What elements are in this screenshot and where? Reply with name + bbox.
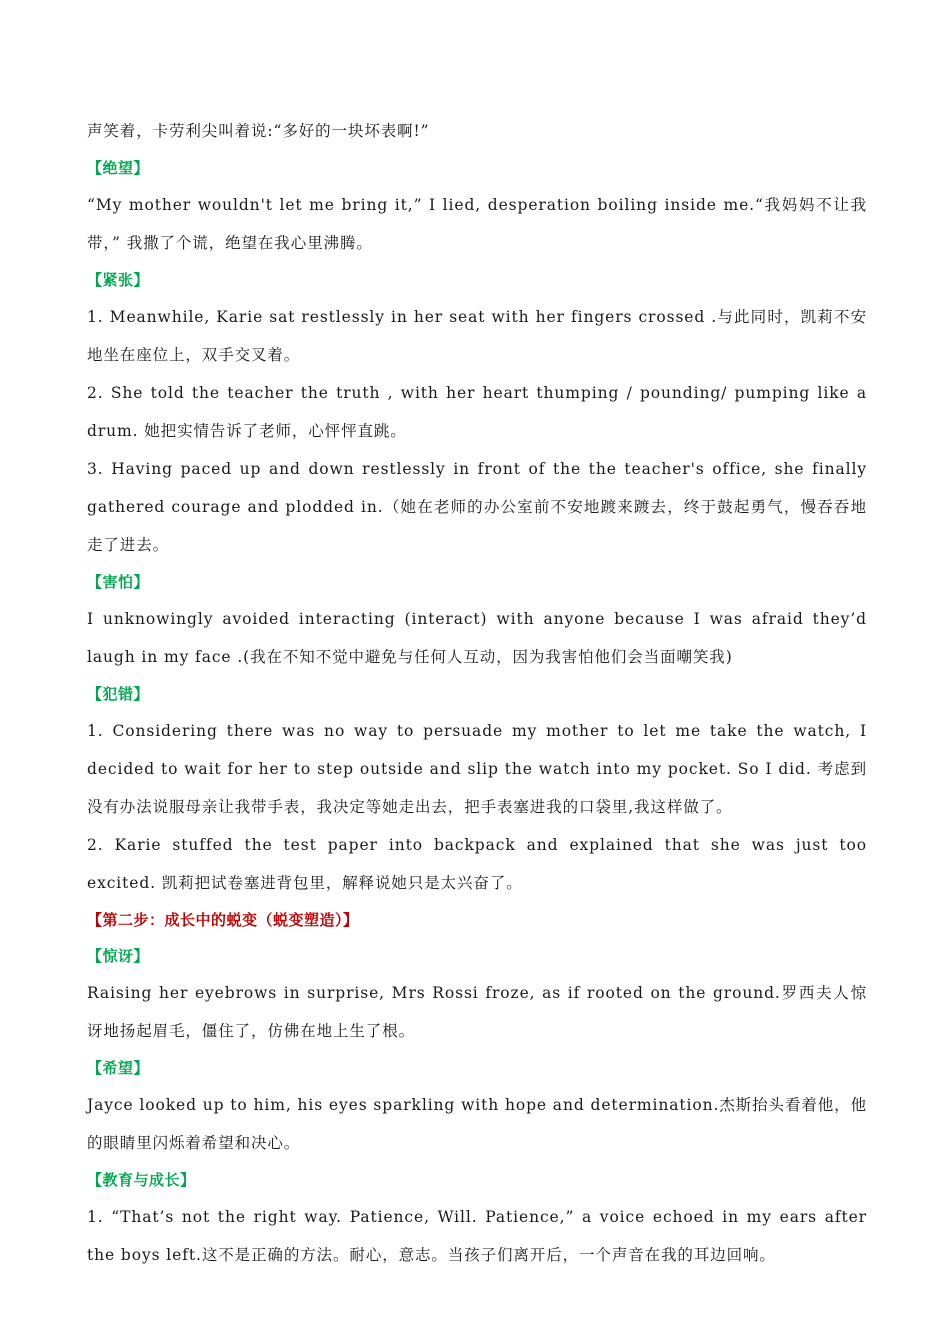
- paragraph: Raising her eyebrows in surprise, Mrs Rossi froze, as if rooted on the ground.罗西夫人惊讶地扬起眉毛，僵住了，仿佛在地上生了根。: [87, 984, 867, 1040]
- paragraph: “My mother wouldn't let me bring it,” I lied, desperation boiling inside me.“我妈妈不让我带，” 我撒了个谎，绝望在我心里沸腾。: [87, 196, 867, 252]
- paragraph: 2. She told the teacher the truth , with her heart thumping / pounding/ pumping like a drum. 她把实情告诉了老师，心怦怦直跳。: [87, 384, 867, 440]
- paragraph: Jayce looked up to him, his eyes sparkling with hope and determination.杰斯抬头看着他，他的眼睛里闪烁着希望和决心。: [87, 1096, 867, 1152]
- paragraph: 1. “That’s not the right way. Patience, Will. Patience,” a voice echoed in my ears after the boys left.这不是正确的方法。耐心，意志。当孩子们离开后，一个声音在我的耳边回响。: [87, 1208, 867, 1264]
- paragraph: 1. Considering there was no way to persuade my mother to let me take the watch, I decided to wait for her to step outside and slip the watch into my pocket. So I did. 考虑到没有办法说服母亲让我带手表，我决定等她走出去，把手表塞进我的口袋里,我这样做了。: [87, 722, 867, 816]
- paragraph: 声笑着，卡劳利尖叫着说:“多好的一块坏表啊!”: [87, 122, 430, 140]
- section-heading: 【犯错】: [87, 685, 150, 703]
- section-heading: 【绝望】: [87, 159, 150, 177]
- section-heading: 【紧张】: [87, 271, 150, 289]
- paragraph: 2. Karie stuffed the test paper into backpack and explained that she was just too excited. 凯莉把试卷塞进背包里，解释说她只是太兴奋了。: [87, 836, 867, 892]
- paragraph: I unknowingly avoided interacting (interact) with anyone because I was afraid they’d laugh in my face .(我在不知不觉中避免与任何人互动，因为我害怕他们会当面嘲笑我): [87, 610, 867, 666]
- section-heading: 【害怕】: [87, 573, 150, 591]
- paragraph: 3. Having paced up and down restlessly in front of the the teacher's office, she finally gathered courage and plodded in.（她在老师的办公室前不安地踱来踱去，终于鼓起勇气，慢吞吞地走了进去。: [87, 460, 867, 554]
- step-heading: 【第二步：成长中的蜕变（蜕变塑造）】: [87, 911, 359, 929]
- section-heading: 【教育与成长】: [87, 1171, 196, 1189]
- section-heading: 【希望】: [87, 1059, 150, 1077]
- paragraph: 1. Meanwhile, Karie sat restlessly in her seat with her fingers crossed .与此同时，凯莉不安地坐在座位上，双手交叉着。: [87, 308, 867, 364]
- document-page: [87, 112, 867, 1274]
- section-heading: 【惊讶】: [87, 947, 150, 965]
